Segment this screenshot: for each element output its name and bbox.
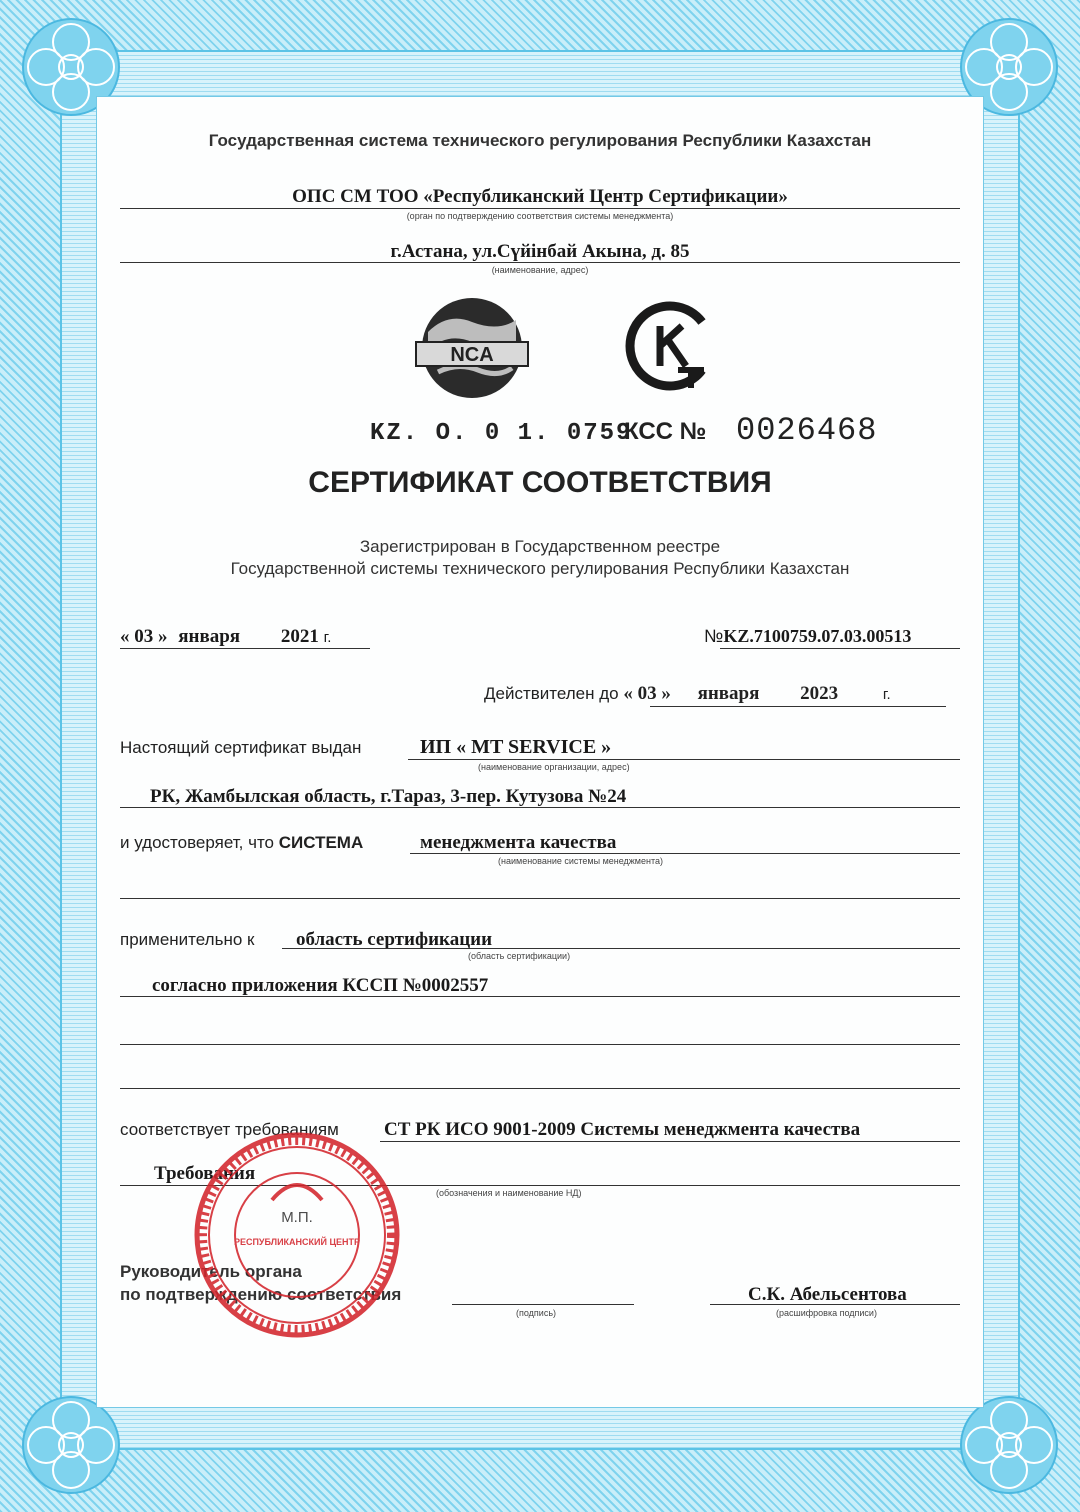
- valid-until: [484, 683, 891, 705]
- registration-prefix: №: [704, 626, 724, 646]
- valid-open-quote: «: [623, 683, 633, 704]
- issue-day: 03: [134, 626, 154, 647]
- valid-close-quote: »: [661, 683, 671, 704]
- issue-month: января: [178, 626, 241, 647]
- nca-logo-icon: [408, 292, 536, 404]
- body-address-caption: (наименование, адрес): [491, 265, 589, 275]
- accreditation-number-kz-prefix: [370, 418, 632, 447]
- valid-month: января: [697, 683, 760, 704]
- issue-year: 2021: [280, 626, 319, 647]
- conforms-caption: (обозначения и наименование НД): [436, 1188, 582, 1198]
- valid-day: 03: [637, 683, 657, 704]
- issued-to-value: ИП « MT SERVICE »: [420, 736, 612, 758]
- nca-logo-text: NCA: [450, 344, 494, 366]
- signatory-name: С.К. Абельсентова: [748, 1284, 907, 1305]
- certifies-caption: (наименование системы менеджмента): [498, 856, 663, 866]
- issue-date: [120, 626, 331, 648]
- certifies-prefix: и удостоверяет, что: [120, 833, 274, 852]
- issue-close-quote: »: [158, 626, 168, 647]
- issued-to-caption: (наименование организации, адрес): [478, 762, 630, 772]
- issued-to-address: РК, Жамбылская область, г.Тараз, 3-пер. Кутузова №24: [150, 786, 627, 807]
- certification-body: ОПС СМ ТОО «Республиканский Центр Сертификации»: [292, 186, 788, 207]
- official-seal-icon: [192, 1130, 402, 1340]
- registration-number: [704, 626, 911, 647]
- seal-mp-text: М.П.: [281, 1209, 313, 1226]
- head-line-2: по подтверждению соответствия: [120, 1285, 402, 1304]
- certifies-label: [120, 833, 363, 853]
- certification-body-caption: (орган по подтверждению соответствия системы менеджмента): [406, 211, 674, 221]
- valid-suffix: г.: [882, 686, 891, 703]
- seal-center-text: РЕСПУБЛИКАНСКИЙ ЦЕНТР: [233, 1237, 361, 1247]
- head-line-1: Руководитель органа: [120, 1262, 302, 1281]
- issue-open-quote: «: [120, 626, 130, 647]
- accreditation-number: KZ. О. 0 1. 0759: [370, 420, 633, 447]
- certifies-value: менеджмента качества: [420, 832, 617, 853]
- conforms-label: соответствует требованиям: [120, 1120, 339, 1139]
- certificate-title: СЕРТИФИКАТ СООТВЕТСТВИЯ: [308, 466, 772, 499]
- certifies-system-word: СИСТЕМА: [278, 833, 364, 852]
- conforms-line-2: Требования: [154, 1163, 256, 1184]
- system-title: Государственная система технического регулирования Республики Казахстан: [208, 131, 872, 150]
- registry-line-1: Зарегистрирован в Государственном реестре: [359, 537, 721, 556]
- valid-label: Действителен до: [484, 684, 619, 703]
- registry-line-2: Государственной системы технического регулирования Республики Казахстан: [230, 559, 850, 578]
- conforms-value: СТ РК ИСО 9001-2009 Системы менеджмента качества: [384, 1119, 861, 1140]
- signature-caption: (подпись): [516, 1308, 557, 1318]
- kss-number: 0026468: [736, 412, 878, 449]
- valid-year: 2023: [800, 683, 839, 704]
- scope-line-2: согласно приложения КССП №0002557: [152, 975, 489, 996]
- kss-label: КСС №: [624, 418, 707, 445]
- issue-year-suffix: г.: [323, 629, 332, 646]
- signatory-caption: (расшифровка подписи): [776, 1308, 877, 1318]
- body-address: г.Астана, ул.Сүйінбай Акына, д. 85: [390, 241, 690, 262]
- scope-value: область сертификации: [296, 929, 493, 950]
- scope-caption: (область сертификации): [468, 951, 571, 961]
- registration-value: KZ.7100759.07.03.00513: [723, 626, 912, 646]
- issued-to-label: Настоящий сертификат выдан: [120, 738, 362, 757]
- kz-conformity-mark-icon: [620, 296, 720, 396]
- scope-label: применительно к: [120, 930, 255, 949]
